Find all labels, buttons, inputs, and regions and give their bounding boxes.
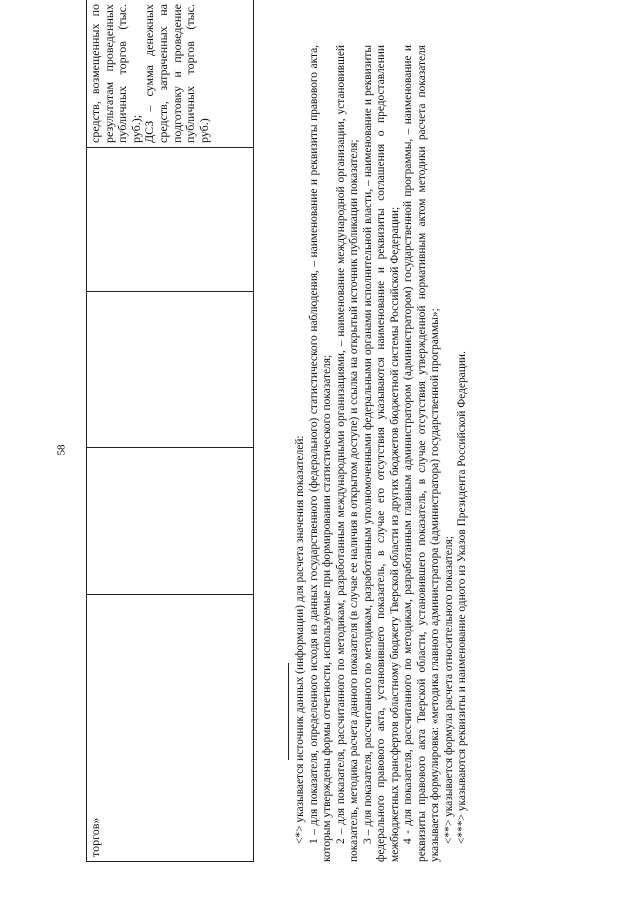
table-row: [87, 0, 254, 862]
footnote-item: 4 - для показателя, рассчитанного по методикам, разработанным главным администратором (администратором) государственной программы, – наименование и реквизиты правового акта Тверской области, установившего показатель, в случае отсутствия утвержденной нормативным актом методики расчета показателя указывается формулировка: «методика главного администратора (администратора) государственной программы»;: [402, 45, 441, 862]
footnote-item: <***> указываются реквизиты и наименование одного из Указов Президента Российской Федерации.: [456, 351, 468, 844]
footnote-separator: [288, 663, 289, 760]
footnote-item: 2 – для показателя, рассчитанного по методикам, разработанным международными организациями, – наименование международной организации, установившей показатель, методика расчета данного показателя (в случае ее наличия в открытом доступе) и ссылка на открытый источник публикации показателя;: [334, 45, 360, 862]
cell-text: торгов»: [88, 817, 102, 857]
table-cell-2: [87, 448, 254, 595]
footnote-item: 1 – для показателя, определенного исходя из данных государственного (федерального) статистического наблюдения, – наименование и реквизиты правового акта, которым утверждены формы отчетности, используемые при формировании статистического показателя;: [307, 45, 333, 862]
footnote-intro: <*> указывается источник данных (информации) для расчета значения показателей:: [294, 435, 306, 844]
table-cell-3: [87, 292, 254, 448]
table-cell-5: [87, 0, 254, 148]
cell-paragraph: средств, возмещенных по результатам проведенных публичных торгов (тыс. руб.);: [88, 4, 143, 143]
cell-paragraph: ДСЗ – сумма денежных средств, затраченных на подготовку и проведение публичных торгов (тыс. руб.): [142, 4, 211, 143]
table-cell-4: [87, 148, 254, 292]
footnote-item: <**> указывается формула расчета относительного показателя;: [442, 536, 455, 844]
footnote-item: 3 – для показателя, рассчитанного по методикам, разработанным уполномоченными федеральными органами исполнительной власти, – наименование и реквизиты федерального правового акта, установившего показатель, в случае его отсутствия указываются наименование и реквизиты соглашения о предоставлении межбюджетных трансфертов областному бюджету Тверской области из других бюджетов бюджетной системы Российской Федерации;: [361, 45, 401, 862]
indicator-table: [86, 0, 254, 862]
page-number: 58: [55, 444, 68, 456]
footnotes: [294, 45, 470, 862]
table-cell-1: [87, 595, 254, 862]
